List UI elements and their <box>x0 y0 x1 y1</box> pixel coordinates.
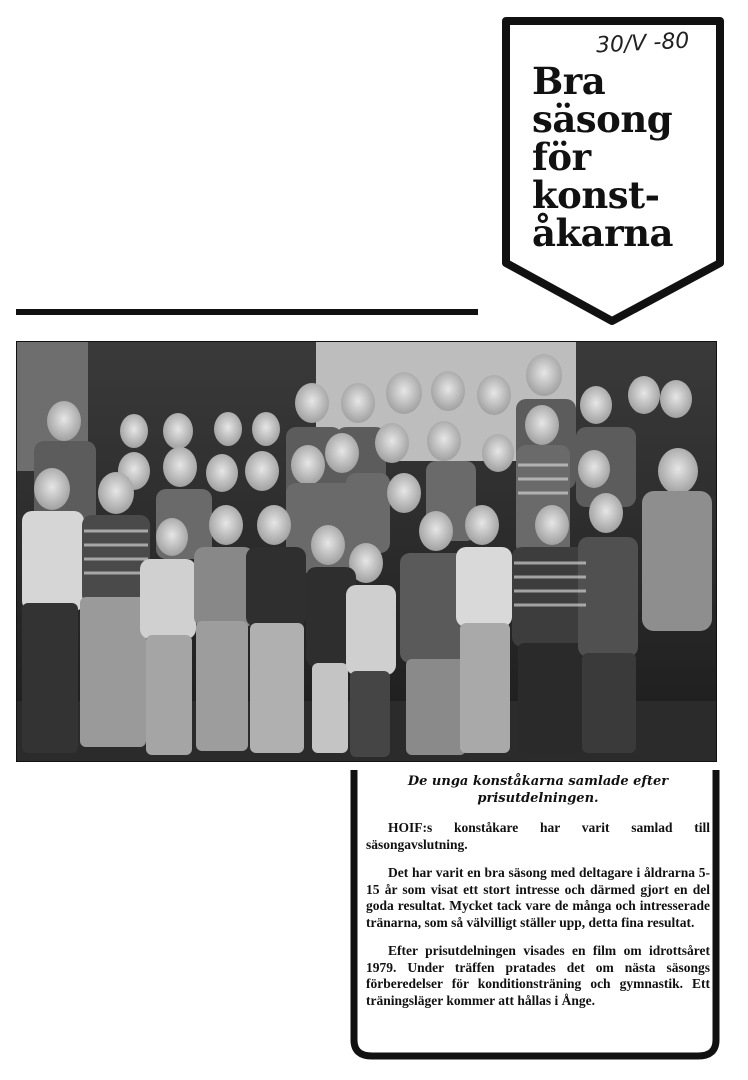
headline-line: för <box>532 135 591 179</box>
headline-line: Bra <box>532 59 606 103</box>
top-divider-rule <box>16 309 478 315</box>
group-photo-image <box>16 341 717 762</box>
paragraph: HOIF:s konståkare har varit samlad till säsongavslutning. <box>366 820 710 852</box>
paragraph: Efter prisutdelningen visades en film om idrottsåret 1979. Under träffen pratades det om nästa säsongs förberedelser för konditionsträning och gymnastik. Ett träningsläger kommer att hållas i Ånge. <box>366 943 710 1008</box>
photo-caption: De unga konståkarna samlade efter prisutdelningen. <box>407 774 669 806</box>
article-box <box>350 770 720 1062</box>
headline-line: åkarna <box>532 211 673 255</box>
handwritten-date: 30/V -80 <box>595 28 690 59</box>
headline-line: konst- <box>532 173 660 217</box>
article-body <box>366 820 710 1021</box>
headline <box>532 59 673 255</box>
paragraph: Det har varit en bra säsong med deltagare i åldrarna 5-15 år som visat ett stort intresse och därmed gjort en del goda resultat. Mycket tack vare de många och intresserade tränarna, som så välvilligt ställer upp, detta fina resultat. <box>366 865 710 930</box>
headline-line: säsong <box>532 97 673 141</box>
group-photo <box>16 341 717 762</box>
headline-badge <box>500 15 726 327</box>
